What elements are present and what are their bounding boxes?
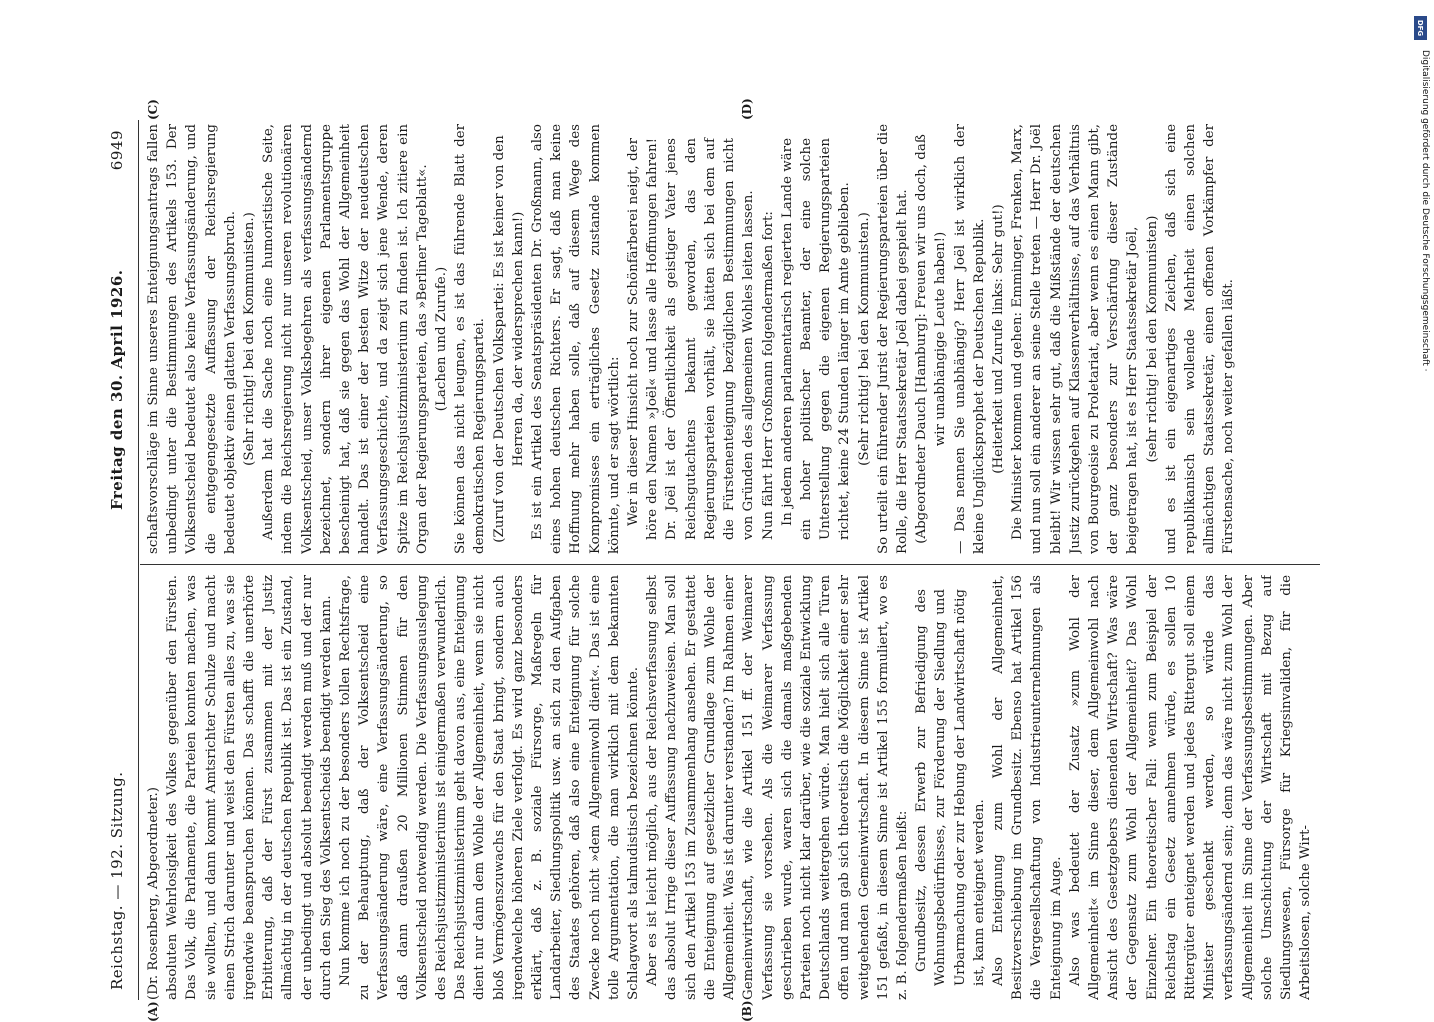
page-header bbox=[100, 120, 140, 1000]
logo-text: DFG bbox=[1417, 20, 1425, 36]
margin-marker-b: (B) bbox=[740, 1001, 754, 1022]
paragraph: Es ist ein Artikel des Senatspräsidenten Dr. Großmann, also eines hohen deutschen Richters. Er sagt, daß man keine Hoffnung mehr haben solle, daß auf diesem Wege des Kompromisses ein erträgliches Gesetz zustande kommen könnte, und er sagt wörtlich: bbox=[528, 124, 624, 554]
dfg-logo bbox=[1414, 16, 1427, 40]
paragraph: Also was bedeutet der Zusatz »zum Wohl der Allgemeinheit« im Sinne dieser, dem Allgemeinwohl nach Ansicht des Gesetzgebers dienenden Wirtschaft? Was wäre der Gegensatz zum Wohl der Allgemeinheit? Das Wohl Einzelner. Ein theoretischer Fall: wenn zum Beispiel der Reichstag ein Gesetz annehmen würde, es sollen 10 Rittergüter enteignet werden und jedes Rittergut soll einem Minister geschenkt werden, so würde das verfassungsändernd sein; denn das wäre nicht zum Wohl der Allgemeinheit im Sinne der Verfassungsbestimmungen. Aber solche Umschichtung der Wirtschaft mit Bezug auf Siedlungswesen, Fürsorge für Kriegsinvaliden, für die Arbeitslosen, solche Wirt- bbox=[1066, 575, 1316, 1000]
header-rule bbox=[138, 120, 139, 1000]
paragraph: — Das nennen Sie unabhängig? Herr Joël ist wirklich der kleine Unglücksprophet der Deutschen Republik. bbox=[951, 124, 989, 554]
interjection: (Lachen und Zurufe.) bbox=[432, 124, 451, 554]
margin-marker-d: (D) bbox=[740, 98, 754, 120]
quote-paragraph: Grundbesitz, dessen Erwerb zur Befriedigung des Wohnungsbedürfnisses, zur Förderung der Siedlung und Urbarmachung oder zur Hebung der Landwirtschaft nötig ist, kann enteignet werden. bbox=[912, 589, 989, 986]
margin-marker-c: (C) bbox=[146, 99, 160, 120]
left-column bbox=[144, 575, 1324, 1000]
interjection: (Zuruf von der Deutschen Volkspartei: Es ist keiner von den Herren da, der widersprechen kann!) bbox=[490, 124, 528, 554]
header-date: Freitag den 30. April 1926. bbox=[108, 270, 126, 511]
interjection: (Sehr richtig! bei den Kommunisten.) bbox=[240, 124, 259, 554]
margin-marker-a: (A) bbox=[146, 1001, 160, 1022]
interjection: (sehr richtig! bei den Kommunisten) bbox=[1143, 124, 1162, 554]
column-divider bbox=[140, 564, 1320, 565]
quote-paragraph: In jedem anderen parlamentarisch regierten Lande wäre ein hoher politischer Beamter, der eine solche Unterstellung gegen die eigenen Regierungsparteien richtet, keine 24 Stunden länger im Amte geblieben. bbox=[778, 138, 855, 540]
paragraph: und es ist ein eigenartiges Zeichen, daß sich eine republikanisch sein wollende Mehrheit einen solchen allmächtigen Staatssekretär, einen offenen Vorkämpfer der Fürstensache, noch weiter gefallen läßt. bbox=[1162, 124, 1239, 554]
interjection: (Heiterkeit und Zurufe links: Sehr gut!) bbox=[989, 124, 1008, 554]
page-number: 6949 bbox=[108, 130, 126, 170]
paragraph: absoluten Wehrlosigkeit des Volkes gegenüber den Fürsten. Das Volk, die Parlamente, die Parteien konnten machen, was sie wollten, und dann kommt Amtsrichter Schulze und macht einen Strich darunter und weist den Fürsten alles zu, was sie irgendwie beanspruchen können. Das schafft die unerhörte Erbitterung, daß der Fürst zusammen mit der Justiz allmächtig in der deutschen Republik ist. Das ist ein Zustand, der unbedingt und absolut beendigt werden muß und der nur durch den Sieg des Volksentscheids beendigt werden kann. bbox=[163, 575, 336, 1000]
paragraph: Also Enteignung zum Wohl der Allgemeinheit, Besitzverschiebung im Grundbesitz. Ebenso hat Artikel 156 die Vergesellschaftung von Industrieunternehmungen als Enteignung im Auge. bbox=[989, 575, 1066, 1000]
interjection: (Sehr richtig! bei den Kommunisten.) bbox=[855, 124, 874, 554]
digitization-credit: Digitalisierung gefördert durch die Deutsche Forschungsgemeinschaft · bbox=[1420, 50, 1430, 371]
right-column bbox=[144, 124, 1324, 554]
paragraph: Nun komme ich noch zu der besonders tollen Rechtsfrage, zu der Behauptung, daß der Volksentscheid eine Verfassungsänderung wäre, eine Verfassungsänderung, so daß dann draußen 20 Millionen Stimmen für den Volksentscheid notwendig werden. Die Verfassungsauslegung des Reichsjustizministeriums ist einigermaßen verwunderlich. Das Reichsjustizministerium geht davon aus, eine Enteignung dient nur dann dem Wohle der Allgemeinheit, wenn sie nicht bloß Vermögenszuwachs für den Staat bringt, sondern auch irgendwelche höheren Ziele verfolgt. Es wird ganz besonders erklärt, daß z. B. soziale Fürsorge, Maßregeln für Landarbeiter, Siedlungspolitik usw. an sich zu den Aufgaben des Staates gehören, daß also eine Enteignung für solche Zwecke noch nicht »dem Allgemeinwohl dient«. Das ist eine tolle Argumentation, die man wirklich mit dem bekannten Schlagwort als talmudistisch bezeichnen könnte. bbox=[336, 575, 643, 1000]
paragraph: Nun fährt Herr Großmann folgendermaßen fort: bbox=[759, 124, 778, 554]
paragraph: Außerdem hat die Sache noch eine humoristische Seite, indem die Reichsregierung nicht nur unseren revolutionären Volksentscheid, unser Volksbegehren als verfassungsändernd bezeichnet, sondern ihrer eigenen Parlamentsgruppe bescheinigt hat, daß sie gegen das Wohl der Allgemeinheit handelt. Das ist einer der besten Witze der neudeutschen Verfassungsgeschichte, und da zeigt sich jene Wende, deren Spitze im Reichsjustizministerium zu finden ist. Ich zitiere ein Organ der Regierungsparteien, das »Berliner Tageblatt«. bbox=[259, 124, 432, 554]
speaker-line: (Dr. Rosenberg, Abgeordneter.) bbox=[144, 575, 163, 1000]
paragraph: schaftsvorschläge im Sinne unseres Enteignungsantrags fallen unbedingt unter die Bestimmungen des Artikels 153. Der Volksentscheid bedeutet also keine Verfassungsänderung, und die entgegengesetzte Auffassung der Reichsregierung bedeutet objektiv einen glatten Verfassungsbruch. bbox=[144, 124, 240, 554]
page-content bbox=[100, 120, 1330, 1000]
header-session: Reichstag. — 192. Sitzung. bbox=[108, 772, 126, 990]
paragraph: Die Minister kommen und gehen: Emminger, Frenken, Marx, und nun soll ein anderer an seine Stelle treten — Herr Dr. Joël bleibt! Wir wissen sehr gut, daß die Mißstände der deutschen Justiz zurückgehen auf Klassenverhältnisse, auf das Verhältnis von Bourgeoisie zu Proletariat, aber wenn es einen Mann gibt, der ganz besonders zur Verschärfung dieser Zustände beigetragen hat, ist es Herr Staatssekretär Joël, bbox=[1008, 124, 1142, 554]
digitization-sidebar bbox=[1412, 10, 1430, 990]
interjection: (Abgeordneter Dauch [Hamburg]: Freuen wir uns doch, daß wir unabhängige Leute haben!) bbox=[912, 124, 950, 554]
rotated-page bbox=[100, 120, 1330, 1000]
paragraph: So urteilt ein führender Jurist der Regierungsparteien über die Rolle, die Herr Staatssekretär Joël dabei gespielt hat. bbox=[874, 124, 912, 554]
paragraph: Sie können das nicht leugnen, es ist das führende Blatt der demokratischen Regierungspartei. bbox=[451, 124, 489, 554]
quote-paragraph: Wer in dieser Hinsicht noch zur Schönfärberei neigt, der höre den Namen »Joël« und lasse alle Hoffnungen fahren! Dr. Joël ist der Öffentlichkeit als geistiger Vater jenes Reichsgutachtens bekannt geworden, das den Regierungsparteien vorhält, sie hätten sich bei dem auf die Fürstenenteignung bezüglichen Bestimmungen nicht von Gründen des allgemeinen Wohles leiten lassen. bbox=[624, 138, 758, 540]
paragraph: Aber es ist leicht möglich, aus der Reichsverfassung selbst das absolut Irrige dieser Auffassung nachzuweisen. Man soll sich den Artikel 153 im Zusammenhang ansehen. Er gestattet die Enteignung auf gesetzlicher Grundlage zum Wohle der Allgemeinheit. Was ist darunter verstanden? Im Rahmen einer Gemeinwirtschaft, wie die Artikel 151 ff. der Weimarer Verfassung sie vorsehen. Als die Weimarer Verfassung geschrieben wurde, waren sich die damals maßgebenden Parteien noch nicht klar darüber, wie die soziale Entwicklung Deutschlands weitergehen würde. Man hielt sich alle Türen offen und man gab sich theoretisch die Möglichkeit einer sehr weitgehenden Gemeinwirtschaft. In diesem Sinne ist Artikel 151 gefaßt, in diesem Sinne ist Artikel 155 formuliert, wo es z. B. folgendermaßen heißt: bbox=[643, 575, 912, 1000]
